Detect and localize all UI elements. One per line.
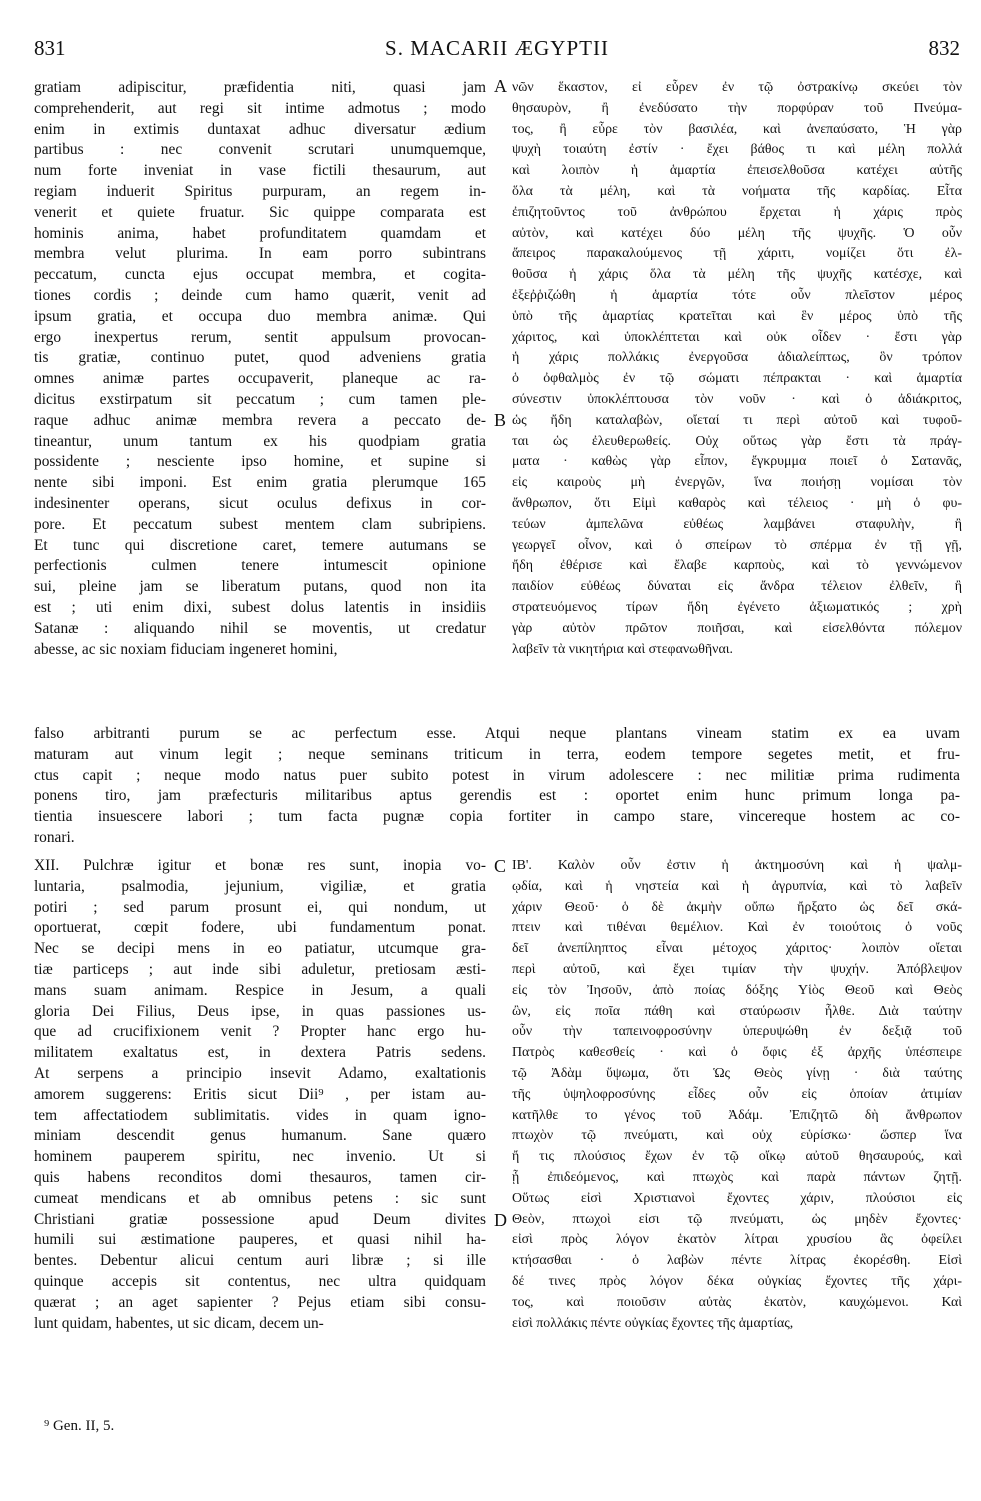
greek-column-lower: [512, 856, 962, 1334]
text-line: dicitus exstirpatum sit peccatum ; cum tamen ple-: [34, 390, 486, 408]
text-line: tiones cordis ; deinde cum hamo quærit, venit ad: [34, 286, 486, 304]
text-line: ronari.: [34, 828, 75, 846]
text-line: ὁ ὀφθαλμὸς ἐν τῷ σώματι πέπρακται · καὶ ἁμαρτία: [512, 371, 962, 387]
text-line: ἤδη ἐθέρισε καὶ ἔλαβε καρποὺς, καὶ τὸ γεννώμενον: [512, 558, 962, 574]
text-line: τῆς ὑψηλοφροσύνης εἶδες οὖν εἰς ὁποίαν ἀτιμίαν: [512, 1086, 962, 1102]
text-line: num forte inveniat in vase fictili thesaurum, aut: [34, 162, 486, 180]
text-line: ἄπειρος παρακαλούμενος τῇ χάριτι, νομίζει ὅτι ἐλ-: [512, 246, 962, 262]
text-line: regiam induerit Spiritus purpuram, an regem in-: [34, 182, 486, 200]
text-line: θησαυρὸν, ἢ ἐνεδύσατο τὴν πορφύραν τοῦ Πνεύμα-: [512, 100, 962, 116]
text-line: κατῆλθε το γένος τοῦ Ἀδάμ. Ἐπιζητῶ δὴ ἄνθρωπον: [512, 1107, 962, 1123]
full-width-latin-block: [34, 724, 960, 849]
text-line: miniam descendit genus humanum. Sane quæro: [34, 1127, 486, 1145]
text-line: γὰρ αὐτὸν πρῶτον ποιῆσαι, καὶ εἰσελθόντα πόλεμον: [512, 620, 962, 636]
text-line: Satanæ : aliquando nihil se moventis, ut credatur: [34, 619, 486, 637]
text-line: militatem exaltatus est, in dextera Patris sedens.: [34, 1044, 486, 1062]
text-line: raque adhuc animæ membra revera a peccato de-: [34, 411, 486, 429]
section-marker-d: D: [494, 1210, 507, 1230]
text-line: Θεὸν, πτωχοὶ εἰσι τῷ πνεύματι, ὡς μηδὲν ἔχοντες·: [512, 1211, 962, 1227]
text-line: maturam aut vinum legit ; neque seminans triticum in terra, eodem tempore segetes metit, et fru-: [34, 745, 960, 763]
text-line: est ; uti enim dixi, subest dolus latentis in insidiis: [34, 598, 486, 616]
text-line: ᾖ ἐπιδεόμενος, καὶ πτωχὸς καὶ παρὰ πάντων ζητῇ.: [512, 1169, 962, 1185]
running-title: S. MACARII ÆGYPTII: [385, 36, 609, 60]
text-line: XII. Pulchræ igitur et bonæ res sunt, inopia vo-: [34, 857, 486, 874]
text-line: Οὕτως εἰσὶ Χριστιανοὶ ἔχοντες χάριν, πλούσιοι εἰς: [512, 1190, 962, 1206]
text-line: omnes animæ partes occupaverit, planeque ac ra-: [34, 370, 486, 388]
text-line: πτειν καὶ τιθέναι θεμέλιον. Καὶ ἐν τοιούτοις ὁ νοῦς: [512, 920, 962, 936]
text-line: οὖν τὴν ταπεινοφροσύνην ὑπερυψώθη ἐν δεξιᾷ τοῦ: [512, 1024, 962, 1040]
text-line: κτήσασθαι · ὁ λαβὼν πέντε λίτρας ἐκορέσθη. Εἰσὶ: [512, 1253, 962, 1269]
text-line: χάριτος, καὶ ὑποκλέπτεται καὶ οὐκ οἶδεν · ἔστι γὰρ: [512, 329, 962, 345]
text-line: potiri ; sed parum prosunt ei, qui nondum, ut: [34, 898, 486, 916]
text-line: στρατευόμενος τίρων ἤδη ἐγένετο ἀξιωματικός ; χρὴ: [512, 599, 962, 615]
text-line: παιδίον εὐθέως δύναται εἰς ἄνδρα τέλειον ἐλθεῖν, ἢ: [512, 579, 962, 595]
text-line: ῳδία, καὶ ἡ νηστεία καὶ ἡ ἀγρυπνία, καὶ τὸ λαβεῖν: [512, 878, 962, 894]
text-line: ἡ χάρις πολλάκις ἐνεργοῦσα ἀδιαλείπτως, ὃν τρόπον: [512, 350, 962, 366]
text-line: περὶ αὐτοῦ, καὶ ἔχει τιμίαν τὴν ψυχήν. Ἀπόβλεψον: [512, 961, 962, 977]
text-line: falso arbitranti purum se ac perfectum esse. Atqui neque plantans vineam statim ex ea uvam: [34, 725, 960, 742]
text-line: ὢν, εἰς ποῖα πάθη καὶ σταύρωσιν ἦλθε. Διὰ ταύτην: [512, 1003, 962, 1019]
text-line: luntaria, psalmodia, jejunium, vigiliæ, et gratia: [34, 877, 486, 895]
text-line: ergo inexpertus rerum, sentit appulsum provocan-: [34, 328, 486, 346]
text-line: lunt quidam, habentes, ut sic dicam, decem un-: [34, 1314, 324, 1332]
text-line: Nec se decipi mens in eo patiatur, utcumque gra-: [34, 940, 486, 958]
text-line: ματα · καθὼς γὰρ εἶπον, ἔγκρυμμα ποιεῖ ὁ Σατανᾶς,: [512, 454, 962, 470]
text-line: tiæ particeps ; aut inde sibi aduletur, pretiosam æsti-: [34, 960, 486, 978]
text-line: que ad crucifixionem venit ? Propter hanc ergo hu-: [34, 1023, 486, 1041]
text-line: πτωχὸν τῷ πνεύματι, καὶ οὐχ εὑρίσκω· ὥσπερ ἵνα: [512, 1128, 962, 1144]
text-line: amorem suggerens: Eritis sicut Dii⁹ , per istam au-: [34, 1085, 486, 1103]
text-line: ται ὡς ἐλευθερωθείς. Οὐχ οὕτως γὰρ ἔστι τὰ πράγ-: [512, 433, 962, 449]
text-line: oportuerat, cœpit fodere, ubi fundamentum ponat.: [34, 919, 486, 937]
text-line: venerit et quiete fruatur. Sic quippe comparata est: [34, 203, 486, 221]
text-line: cumeat mendicans et ab omnibus petens : sic sunt: [34, 1189, 486, 1207]
text-line: perfectionis culmen tenere intumescit opinione: [34, 557, 486, 575]
text-line: χάριν Θεοῦ· ὁ δὲ ἀκμὴν οὔπω ἤρξατο ὡς δεῖ σκά-: [512, 899, 962, 915]
text-line: sui, pleine jam se liberatum putans, quod non ita: [34, 578, 486, 596]
text-line: ἄνθρωπον, ὅτι Εἰμὶ καθαρὸς καὶ τέλειος · μὴ ὁ φυ-: [512, 495, 962, 511]
text-line: abesse, ac sic noxiam fiduciam ingeneret homini,: [34, 640, 338, 658]
text-line: peccatum, cuncta ejus occupat membra, et cogita-: [34, 266, 486, 284]
text-line: ΙΒ'. Καλὸν οὖν ἐστιν ἡ ἀκτημοσύνη καὶ ἡ ψαλμ-: [512, 858, 962, 873]
text-line: εἰς τὸν Ἰησοῦν, ἀπὸ ποίας δόξης Υἱὸς Θεοῦ καὶ Θεὸς: [512, 982, 962, 998]
greek-column-upper: [512, 78, 962, 660]
text-line: γεωργεῖ οἶνον, καὶ ὁ σπείρων τὸ σπέρμα ἐν τῇ γῇ,: [512, 537, 962, 553]
section-marker-b: B: [494, 410, 507, 430]
text-line: nente sibi imponi. Est enim gratia plerumque 165: [34, 474, 486, 492]
text-line: Et tunc qui discretione caret, temere autumans se: [34, 536, 486, 554]
text-line: δέ τινες πρὸς λόγον δέκα οὐγκίας ἔχοντες τῆς χάρι-: [512, 1273, 962, 1289]
text-line: τεύων ἀμπελῶνα εὐθέως λαμβάνει σταφυλὴν, ἢ: [512, 516, 962, 532]
text-line: possidente ; nesciente ipso homine, et supine si: [34, 453, 486, 471]
text-line: δεῖ ἀνεπίληπτος εἶναι μέτοχος χάριτος· λοιπὸν οἴεται: [512, 941, 962, 957]
text-line: partibus : nec convenit scrutari unumquemque,: [34, 141, 486, 159]
text-line: ὅλα τὰ μέλη, καὶ τὰ νοήματα τῆς καρδίας. Εἶτα: [512, 183, 962, 199]
text-line: νῶν ἕκαστον, εἰ εὗρεν ἐν τῷ ὀστρακίνῳ σκεύει τὸν: [512, 80, 962, 95]
latin-column-upper: [34, 78, 486, 660]
text-line: quærat ; an aget sapienter ? Pejus etiam sibi consu-: [34, 1293, 486, 1311]
text-line: καὶ λοιπὸν ἡ ἁμαρτία ἐπεισελθοῦσα κατέχει αὐτῆς: [512, 163, 962, 179]
text-line: mans suam animam. Respice in Jesum, a quali: [34, 981, 486, 999]
latin-column-lower: [34, 856, 486, 1334]
text-line: εἰσὶ πρὸς λόγον ἑκατὸν λίτραι χρυσίου ἃς ὀφείλει: [512, 1232, 962, 1248]
text-line: λαβεῖν τὰ νικητήρια καὶ στεφανωθῆναι.: [512, 641, 733, 657]
text-line: σύνεστιν ὑποκλέπτουσα τὸν νοῦν · καὶ ὁ ἀδιάκριτος,: [512, 391, 962, 407]
text-line: membra velut plurima. In eam porro subintrans: [34, 245, 486, 263]
text-line: ἤ τις πλούσιος ἔχων ἐν τῷ οἴκῳ αὐτοῦ θησαυρούς, καὶ: [512, 1149, 962, 1165]
text-line: hominem pauperem spiritu, nec invenio. Ut si: [34, 1148, 486, 1166]
text-line: τῷ Ἀδὰμ ὕψωμα, ὅτι Ὡς Θεὸς γίνῃ · διὰ ταύτης: [512, 1065, 962, 1081]
text-line: bentes. Debentur alicui centum auri libræ ; si ille: [34, 1252, 486, 1270]
text-line: enim in extimis duntaxat adhuc diversatur ædium: [34, 120, 486, 138]
text-line: εἰσὶ πολλάκις πέντε οὐγκίας ἔχοντες τῆς ἁμαρτίας,: [512, 1315, 794, 1331]
text-line: gratiam adipiscitur, præfidentia niti, quasi jam: [34, 79, 486, 96]
footnote: ⁹ Gen. II, 5.: [44, 1418, 115, 1434]
text-line: ὡς ἤδη καταλαβὼν, οἴεταί τι περὶ αὐτοῦ καὶ τυφοῦ-: [512, 412, 962, 428]
text-line: comprehenderit, aut regi sit intime admotus ; modo: [34, 99, 486, 117]
section-marker-a: A: [494, 76, 507, 96]
text-line: ὑπὸ τῆς ἁμαρτίας κρατεῖται καὶ ἓν μέρος ὑπὸ τῆς: [512, 308, 962, 324]
text-line: ἐξεῤῥιζώθη ἡ ἁμαρτία τότε οὖν πλεῖστον μέρος: [512, 287, 962, 303]
text-line: θοῦσα ἡ χάρις ὅλα τὰ μέλη τῆς ψυχῆς κατέσχε, καὶ: [512, 267, 962, 283]
text-line: αὐτὸν, καὶ κατέχει δύο μέλη τῆς ψυχῆς. Ὁ οὖν: [512, 225, 962, 241]
text-line: ipsum gratia, et occupa duo membra animæ. Qui: [34, 307, 486, 325]
text-line: pore. Et peccatum subest mentem clam subripiens.: [34, 515, 486, 533]
text-line: quis habens reconditos domi thesauros, tamen cir-: [34, 1168, 486, 1186]
text-line: Πατρὸς καθεσθείς · καὶ ὁ ὄφις ἐξ ἀρχῆς ὑπέσπειρε: [512, 1045, 962, 1061]
running-header: [34, 36, 960, 64]
text-line: τος, καὶ ποιοῦσιν αὐτὰς ἑκατὸν, καυχώμενοι. Καὶ: [512, 1294, 962, 1310]
section-marker-c: C: [494, 856, 507, 876]
page-number-right: 832: [928, 36, 960, 60]
text-line: tem affectatiodem sublimitatis. vides in quam igno-: [34, 1106, 486, 1124]
text-line: ψυχὴ τοιαύτη ἐστίν · ἔχει βάθος τι καὶ μέλη πολλά: [512, 142, 962, 158]
text-line: Christiani gratiæ possessione apud Deum divites: [34, 1210, 486, 1228]
text-line: ponens tiro, jam præfecturis militaribus aptus gerendis est : oportet enim hunc primum longa pa-: [34, 787, 960, 805]
text-line: τος, ἢ εὗρε τὸν βασιλέα, καὶ ἀνεπαύσατο, Ἡ γὰρ: [512, 121, 962, 137]
text-line: tis gratiæ, continuo putet, quod adveniens gratia: [34, 349, 486, 367]
text-line: ctus capit ; neque modo natus puer subito potest in virum adolescere : nec militiæ prima rudimenta: [34, 766, 960, 784]
text-line: ἐπιζητοῦντος τοῦ ἀνθρώπου ἔρχεται ἡ χάρις πρὸς: [512, 204, 962, 220]
text-line: quinque accepis sit contentus, nec ultra quidquam: [34, 1272, 486, 1290]
text-line: hominis anima, habet profunditatem quamdam et: [34, 224, 486, 242]
text-line: εἰς καιροὺς μὴ ἐνεργῶν, ἵνα ποιήσῃ νομίσαι τὸν: [512, 475, 962, 491]
page-number-left: 831: [34, 36, 66, 60]
text-line: At serpens a principio insevit Adamo, exaltationis: [34, 1064, 486, 1082]
text-line: tineantur, unum tantum ex his quodpiam gratia: [34, 432, 486, 450]
text-line: humili sui æstimatione pauperes, et quasi nihil ha-: [34, 1231, 486, 1249]
text-line: tientia insuescere labori ; tum facta pugnæ copia fortiter in campo stare, vincereque hostem ac co-: [34, 808, 960, 826]
text-line: gloria Dei Filius, Deus ipse, in quas passiones us-: [34, 1002, 486, 1020]
text-line: indesinenter operans, sicut oculus defixus in cor-: [34, 494, 486, 512]
